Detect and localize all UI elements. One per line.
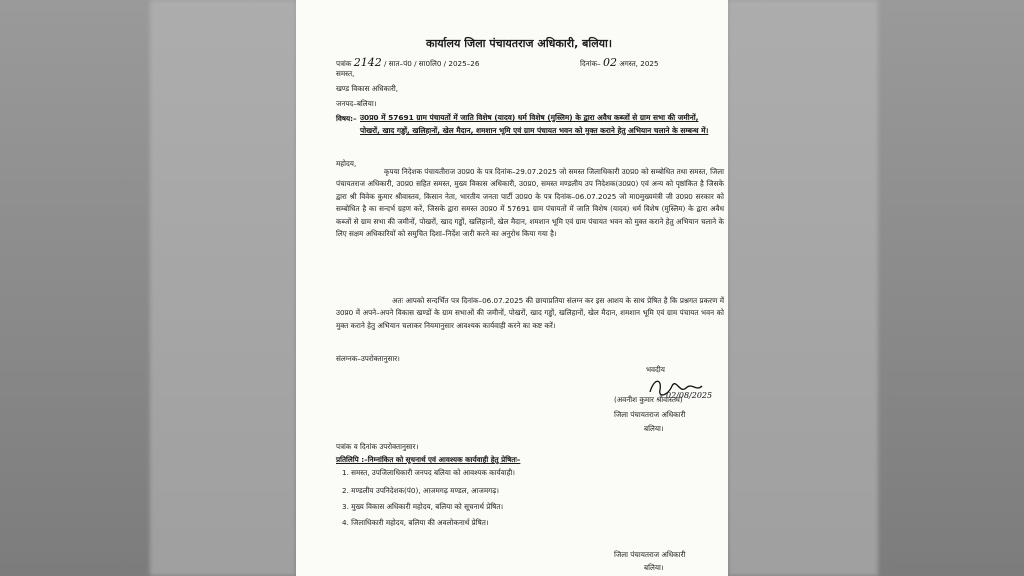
copy-list-item: 3. मुख्य विकास अधिकारी महोदय, बलिया को सूचनार्थ प्रेषित। [342, 502, 504, 511]
copy-list-item: 1. समस्त, उपजिलाधिकारी जनपद बलिया को आवश्यक कार्यवाही। [342, 468, 515, 477]
sign-bhavdiya: भवदीय [646, 365, 665, 374]
blurred-doc-right [728, 0, 878, 576]
recipient-line-2: खण्ड विकास अधिकारी, [336, 84, 399, 93]
copy-list-item: 2. मण्डलीय उपनिदेशक(पं0), आजमगढ़ मण्डल, आजमगढ़। [342, 486, 499, 495]
paragraph-1: कृपया निदेशक पंचायतीराज उ0प्र0 के पत्र दिनांक–29.07.2025 जो समस्त जिलाधिकारी उ0प्र0 को सम्बोधित तथा समस्त, जिला पंचायतराज अधिकारी, उ0प्र0 सहित समस्त, मुख्य विकास अधिकारी, उ0प्र0, समस्त मण्डलीय उप निदेशक(उ0प्र0) एवं अन्य को पृष्ठांकित है जिसके द्वारा श्री विवेक कुमार श्रीवास्तव, किसान नेता, भारतीय जनता पार्टी उ0प्र0 के पत्र दिनांक–06.07.2025 जो मा0मुख्यमंत्री जी उ0प्र0 सरकार को सम्बोधित है का सन्दर्भ ग्रहण करें, जिसके द्वारा समस्त उ0प्र0 में 57691 ग्राम पंचायतों में जाति विशेष (यादव) धर्म विशेष (मुस्लिम) के द्वारा अवैध कब्जों से ग्राम सभा की जमीनों, पोखरों, खाद गड्ढों, खलिहानों, खेल मैदान, शमशान भूमि एवं ग्राम पंचायत भवन को मुक्त कराने हेतु अभियान चलाने के लिए सक्षम अधिकारियों को समुचित दिशा–निर्देश जारी करने का अनुरोध किया गया है। [336, 167, 724, 238]
date-handwritten: 02 [602, 56, 617, 69]
salutation: महोदय, [336, 159, 357, 168]
recipient-line-1: समस्त, [336, 69, 355, 78]
enclosure-line: संलग्नक–उपरोक्तानुसार। [336, 354, 400, 363]
copy-reference: पत्रांक व दिनांक उपरोक्तानुसार। [336, 442, 419, 451]
subject-text: उ0प्र0 में 57691 ग्राम पंचायतों में जाति विशेष (यादव) धर्म विशेष (मुस्लिम) के द्वारा अवैध कब्जों से ग्राम सभा की जमीनों, पोखरों, खाद गड्ढों, खलिहानों, खेल मैदान, शमशान भूमि एवं ग्राम पंचायत भवन को मुक्त कराने हेतु अभियान चलाने के सम्बन्ध में। [360, 113, 709, 135]
letter-document [296, 0, 728, 576]
footer-designation: जिला पंचायतराज अधिकारी [614, 550, 686, 559]
letter-number: पत्रांक 2142 / सात–पं0 / सा0लि0 / 2025–26 [336, 56, 480, 69]
copy-list-item: 4. जिलाधिकारी महोदय, बलिया की अवलोकनार्थ प्रेषित। [342, 518, 489, 527]
signature-date: 02/08/2025 [666, 391, 713, 400]
office-title: कार्यालय जिला पंचायतराज अधिकारी, बलिया। [426, 37, 613, 50]
paragraph-2: अतः आपको सन्दर्भित पत्र दिनांक–06.07.2025 की छायाप्रतिया संलग्न कर इस आशय के साथ प्रेषित है कि प्रश्नगत प्रकरण में उ0प्र0 में अपने–अपने विकास खण्डों के ग्राम सभाओं की जमीनों, पोखरों, खाद गड्ढों, खलिहानों, खेल मैदान, शमशान भूमि एवं ग्राम पंचायत भवन को मुक्त कराने हेतु अभियान चलाकर नियमानुसार आवश्यक कार्यवाही करने का कष्ट करें। [336, 296, 724, 330]
subject-label: विषय:– [336, 114, 357, 123]
signatory-name: (अवनीश कुमार श्रीवास्तव) [614, 395, 683, 404]
letter-date: दिनांक– 02 अगस्त, 2025 [580, 56, 659, 69]
recipient-line-3: जनपद–बलिया। [336, 99, 377, 108]
signatory-designation: जिला पंचायतराज अधिकारी [614, 410, 686, 419]
letter-number-handwritten: 2142 [353, 56, 382, 69]
copy-heading: प्रतिलिपि :–निम्नांकित को सूचनार्थ एवं आवश्यक कार्यवाही हेतु प्रेषितः– [336, 455, 521, 464]
signatory-place: बलिया। [644, 424, 664, 433]
blurred-doc-left [150, 0, 296, 576]
footer-place: बलिया। [644, 563, 664, 572]
